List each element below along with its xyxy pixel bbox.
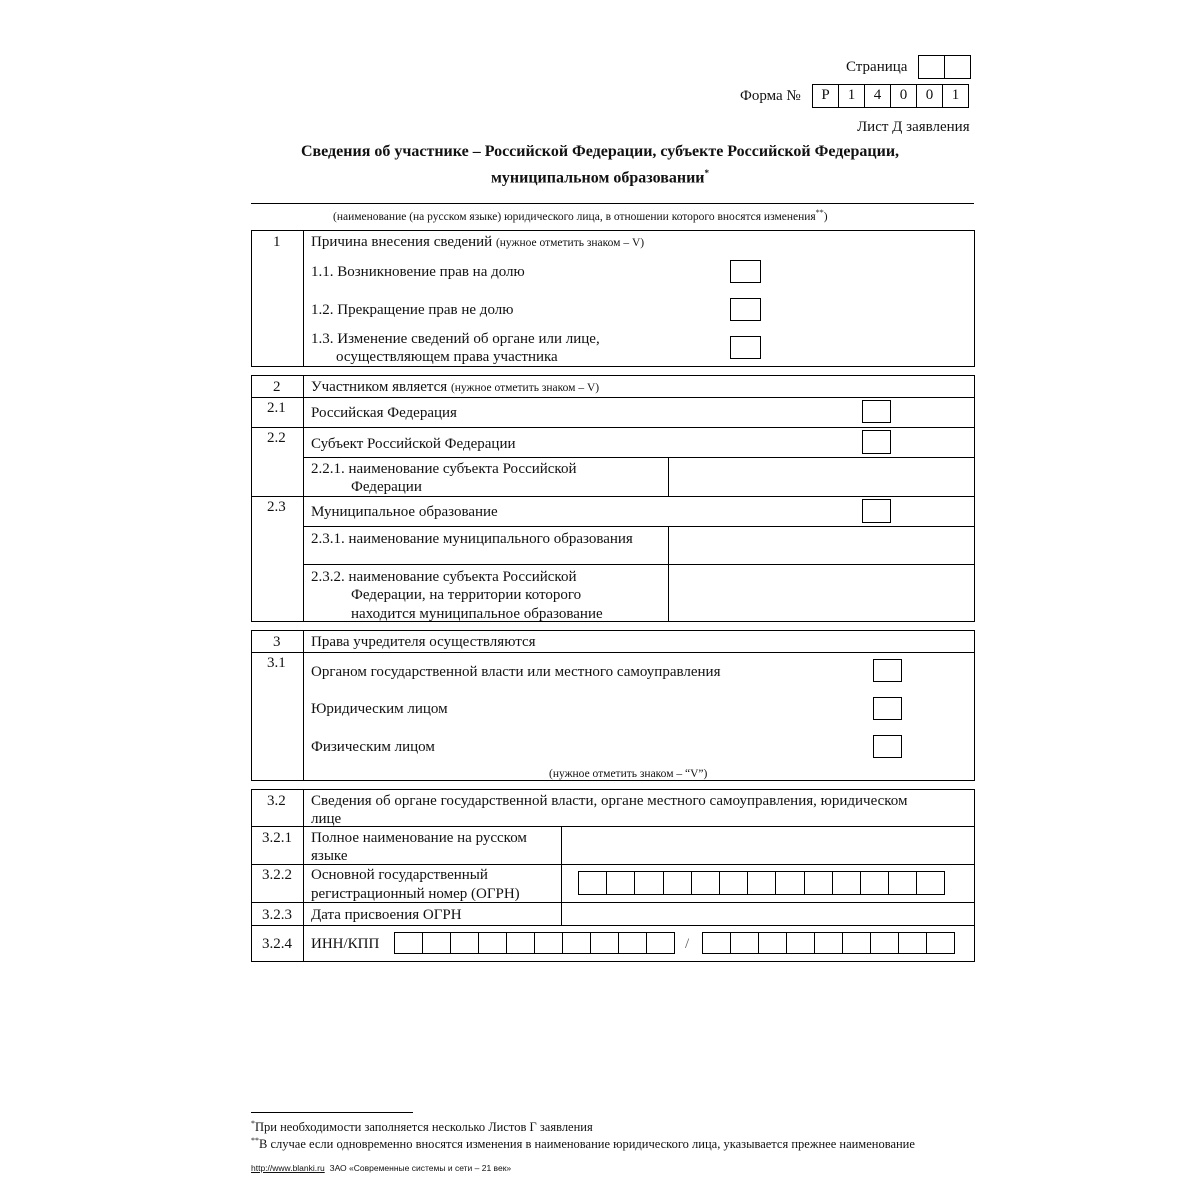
form-number-cell: 4 xyxy=(864,84,891,108)
form-number-cell: Р xyxy=(812,84,839,108)
digit-cell[interactable] xyxy=(926,932,955,954)
digit-cell[interactable] xyxy=(747,871,776,895)
row-2-2-1-label-cont: Федерации xyxy=(351,479,422,495)
footnote-mark: ** xyxy=(251,1136,259,1145)
divider xyxy=(303,375,304,622)
page-cell[interactable] xyxy=(944,55,971,79)
digit-cell[interactable] xyxy=(634,871,663,895)
ogrn-cells[interactable] xyxy=(578,871,945,895)
reason-3-checkbox[interactable] xyxy=(730,336,761,359)
digit-cell[interactable] xyxy=(898,932,927,954)
row-2-3-1-label: 2.3.1. наименование муниципального образования xyxy=(311,531,633,547)
divider xyxy=(303,230,304,367)
row-2-2-label: Субъект Российской Федерации xyxy=(311,436,516,452)
form-title-text: муниципальном образовании xyxy=(490,169,705,187)
page-number-cells[interactable] xyxy=(918,55,971,79)
digit-cell[interactable] xyxy=(646,932,675,954)
divider xyxy=(251,1112,413,1113)
digit-cell[interactable] xyxy=(786,932,815,954)
form-number-cells xyxy=(812,84,969,108)
inn-kpp-slash: / xyxy=(685,936,690,952)
row-3-2-2-label-cont: регистрационный номер (ОГРН) xyxy=(311,886,520,902)
row-3-2-1-label: Полное наименование на русском xyxy=(311,830,527,846)
digit-cell[interactable] xyxy=(702,932,731,954)
row-3-2-num: 3.2 xyxy=(267,793,286,809)
row-2-1-num: 2.1 xyxy=(267,400,286,416)
participant-subject-checkbox[interactable] xyxy=(862,430,891,454)
digit-cell[interactable] xyxy=(758,932,787,954)
org-name-caption xyxy=(333,204,828,226)
row-3-2-label: Сведения об органе государственной власти, органе местного самоуправления, юридическом xyxy=(311,793,908,809)
digit-cell[interactable] xyxy=(478,932,507,954)
rights-hint: (нужное отметить знаком – “V”) xyxy=(549,768,708,780)
rights-1-label: Органом государственной власти или местного самоуправления xyxy=(311,664,721,680)
digit-cell[interactable] xyxy=(804,871,833,895)
row-3-1-num: 3.1 xyxy=(267,655,286,671)
participant-municipal-checkbox[interactable] xyxy=(862,499,891,523)
row-3-2-4-label: ИНН/КПП xyxy=(311,936,380,952)
digit-cell[interactable] xyxy=(888,871,917,895)
org-caption-text: (наименование (на русском языке) юридического лица, в отношении которого вносятся изменения xyxy=(333,210,816,223)
section3-title: Права учредителя осуществляются xyxy=(311,634,536,650)
footnote-2 xyxy=(251,1132,915,1153)
row-2-3-2-label-cont: Федерации, на территории которого xyxy=(351,587,582,603)
divider xyxy=(251,652,975,653)
inn-cells[interactable] xyxy=(394,932,675,954)
digit-cell[interactable] xyxy=(578,871,607,895)
section2-num: 2 xyxy=(273,379,281,395)
row-2-2-1-label: 2.2.1. наименование субъекта Российской xyxy=(311,461,577,477)
row-3-2-4-num: 3.2.4 xyxy=(262,936,292,952)
row-3-2-3-num: 3.2.3 xyxy=(262,907,292,923)
rights-legal-checkbox[interactable] xyxy=(873,697,902,720)
digit-cell[interactable] xyxy=(663,871,692,895)
row-3-2-3-label: Дата присвоения ОГРН xyxy=(311,907,462,923)
section3-num: 3 xyxy=(273,634,281,650)
row-2-2-num: 2.2 xyxy=(267,430,286,446)
reason-3-label-cont: осуществляющем права участника xyxy=(336,349,558,365)
form-number-cell: 0 xyxy=(890,84,917,108)
reason-1-checkbox[interactable] xyxy=(730,260,761,283)
digit-cell[interactable] xyxy=(506,932,535,954)
row-3-2-label-cont: лице xyxy=(311,811,342,827)
reason-2-label: 1.2. Прекращение прав не долю xyxy=(311,302,514,318)
row-3-2-1-label-cont: языке xyxy=(311,848,348,864)
footnote-mark: ** xyxy=(815,208,824,217)
digit-cell[interactable] xyxy=(590,932,619,954)
reason-2-checkbox[interactable] xyxy=(730,298,761,321)
footer-company: ЗАО «Современные системы и сети – 21 век» xyxy=(329,1163,512,1173)
divider xyxy=(251,925,975,926)
participant-rf-checkbox[interactable] xyxy=(862,400,891,423)
row-2-3-2-label: 2.3.2. наименование субъекта Российской xyxy=(311,569,577,585)
section2-title xyxy=(311,378,599,397)
rights-gov-checkbox[interactable] xyxy=(873,659,902,682)
footnote-2-text: В случае если одновременно вносятся изменения в наименование юридического лица, указывается прежнее наименование xyxy=(259,1137,915,1152)
row-2-3-2-label-cont2: находится муниципальное образование xyxy=(351,606,603,622)
digit-cell[interactable] xyxy=(832,871,861,895)
digit-cell[interactable] xyxy=(775,871,804,895)
rights-3-label: Физическим лицом xyxy=(311,739,435,755)
row-3-2-2-num: 3.2.2 xyxy=(262,867,292,883)
footnote-1-text: При необходимости заполняется несколько Листов Г заявления xyxy=(255,1120,593,1135)
divider xyxy=(251,496,975,497)
page-label: Страница xyxy=(846,59,908,75)
footnote-mark: * xyxy=(704,168,709,178)
digit-cell[interactable] xyxy=(916,871,945,895)
footer-url[interactable]: http://www.blanki.ru xyxy=(251,1163,325,1173)
rights-person-checkbox[interactable] xyxy=(873,735,902,758)
digit-cell[interactable] xyxy=(719,871,748,895)
digit-cell[interactable] xyxy=(562,932,591,954)
digit-cell[interactable] xyxy=(814,932,843,954)
full-name-field[interactable] xyxy=(562,827,974,863)
digit-cell[interactable] xyxy=(730,932,759,954)
footnote-mark: * xyxy=(251,1119,255,1128)
section2-title-text: Участником является xyxy=(311,379,448,395)
row-2-1-label: Российская Федерация xyxy=(311,405,457,421)
row-2-3-num: 2.3 xyxy=(267,499,286,515)
section2-hint: (нужное отметить знаком – V) xyxy=(450,382,600,394)
footer-credit xyxy=(251,1159,511,1177)
section1-num: 1 xyxy=(273,234,281,250)
digit-cell[interactable] xyxy=(870,932,899,954)
ogrn-date-field[interactable] xyxy=(562,903,974,924)
form-number-cell: 0 xyxy=(916,84,943,108)
form-label: Форма № xyxy=(740,88,801,104)
reason-3-label: 1.3. Изменение сведений об органе или лице, xyxy=(311,331,600,347)
municipal-subject-field[interactable] xyxy=(669,565,974,621)
digit-cell[interactable] xyxy=(618,932,647,954)
municipal-name-field[interactable] xyxy=(669,527,974,563)
kpp-cells[interactable] xyxy=(702,932,955,954)
rights-2-label: Юридическим лицом xyxy=(311,701,448,717)
org-caption-end: ) xyxy=(823,210,828,223)
form-title-line2 xyxy=(0,164,1200,187)
sheet-label: Лист Д заявления xyxy=(857,119,970,135)
page-cell[interactable] xyxy=(918,55,945,79)
divider xyxy=(251,864,975,865)
form-title-line1: Сведения об участнике – Российской Федерации, субъекте Российской Федерации, xyxy=(300,143,900,160)
divider xyxy=(251,397,975,398)
section1-hint: (нужное отметить знаком – V) xyxy=(495,237,645,249)
digit-cell[interactable] xyxy=(691,871,720,895)
digit-cell[interactable] xyxy=(860,871,889,895)
digit-cell[interactable] xyxy=(606,871,635,895)
form-number-cell: 1 xyxy=(942,84,969,108)
digit-cell[interactable] xyxy=(422,932,451,954)
divider xyxy=(251,427,975,428)
row-2-3-label: Муниципальное образование xyxy=(311,504,498,520)
row-3-2-2-label: Основной государственный xyxy=(311,867,488,883)
reason-1-label: 1.1. Возникновение прав на долю xyxy=(311,264,525,280)
section1-title-text: Причина внесения сведений xyxy=(311,234,493,250)
digit-cell[interactable] xyxy=(534,932,563,954)
divider xyxy=(303,789,304,962)
digit-cell[interactable] xyxy=(450,932,479,954)
digit-cell[interactable] xyxy=(394,932,423,954)
digit-cell[interactable] xyxy=(842,932,871,954)
row-3-2-1-num: 3.2.1 xyxy=(262,830,292,846)
section1-title xyxy=(311,233,644,252)
form-number-cell: 1 xyxy=(838,84,865,108)
subject-name-field[interactable] xyxy=(669,458,974,495)
